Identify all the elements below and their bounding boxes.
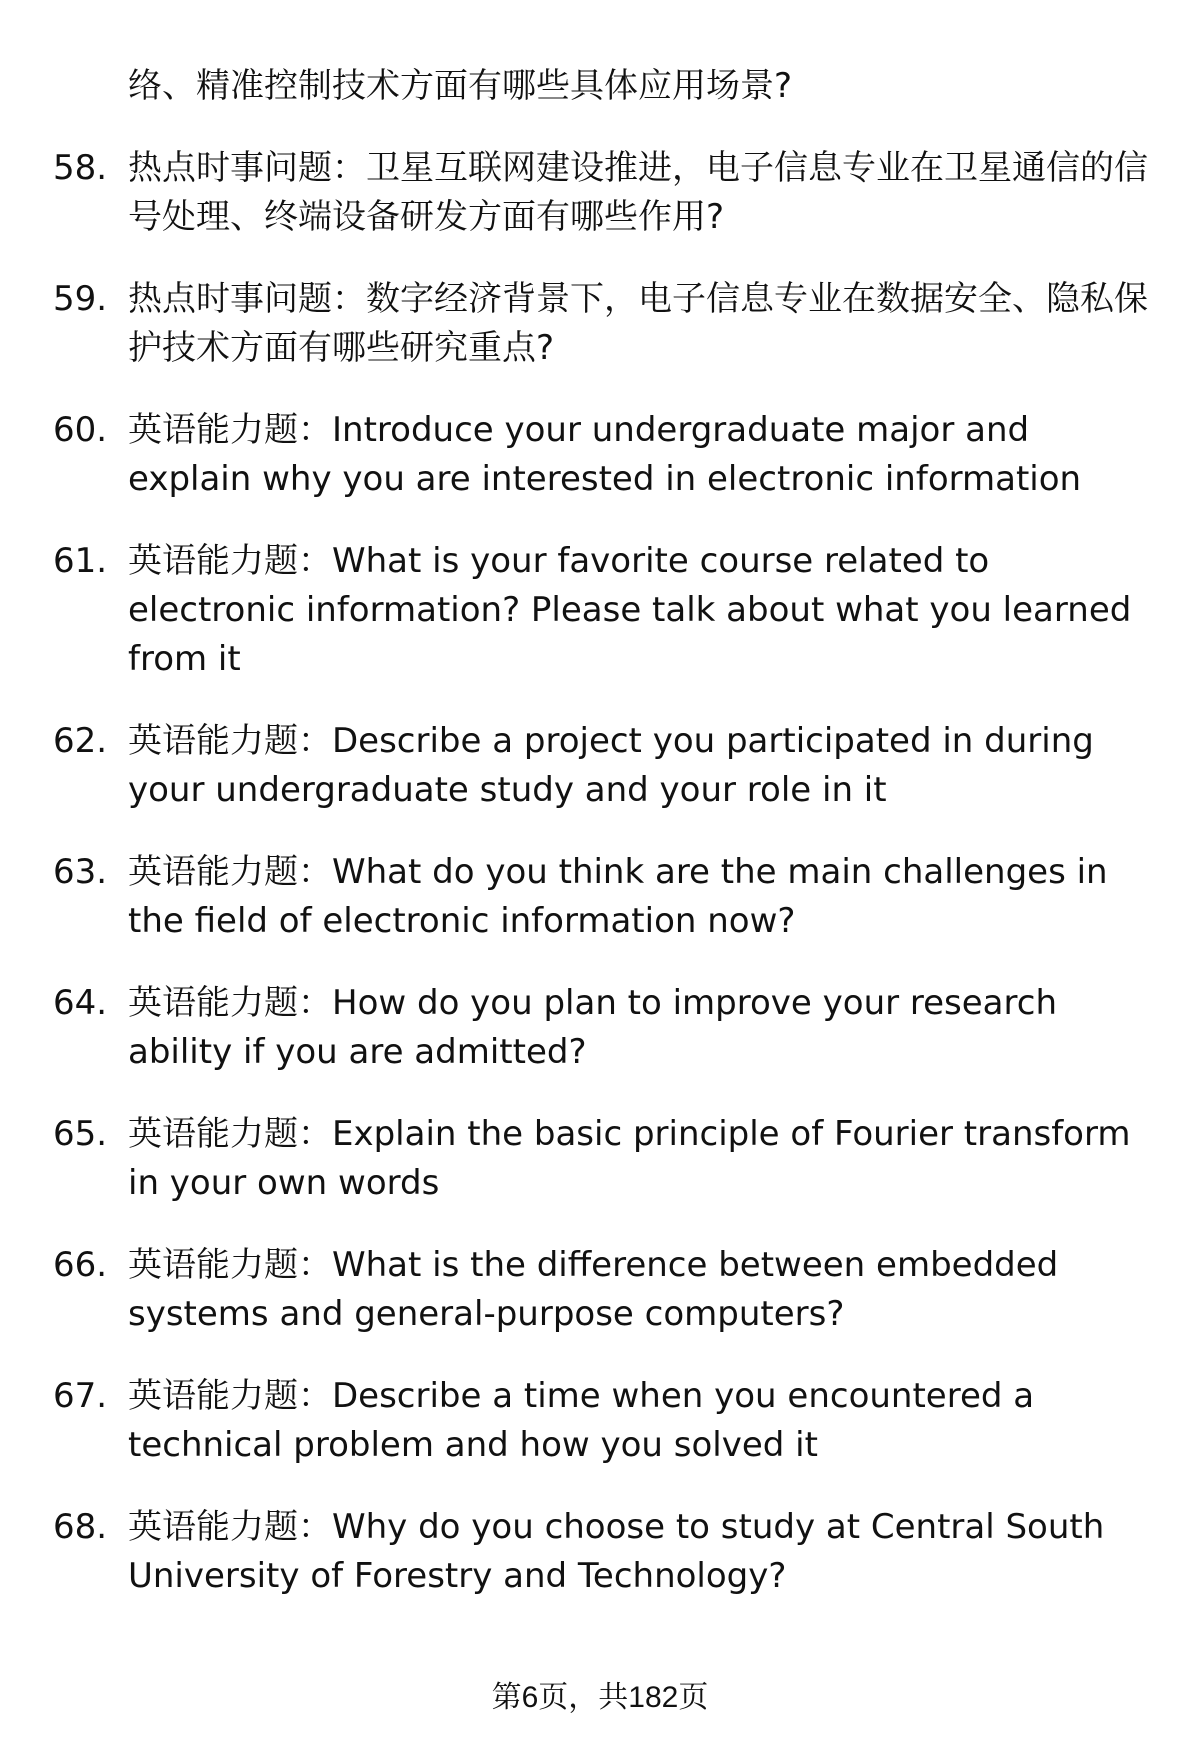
question-text: 英语能力题：Explain the basic principle of Fourier transform in your own words bbox=[128, 1114, 1131, 1203]
question-number: 67. bbox=[53, 1376, 108, 1416]
question-number: 58. bbox=[53, 148, 108, 188]
question-item bbox=[53, 1110, 1148, 1208]
question-number: 66. bbox=[53, 1245, 108, 1285]
question-number: 60. bbox=[53, 410, 108, 450]
question-item bbox=[53, 1372, 1148, 1470]
question-text: 英语能力题：What do you think are the main challenges in the field of electronic information now? bbox=[128, 852, 1108, 941]
question-text: 英语能力题：How do you plan to improve your research ability if you are admitted? bbox=[128, 983, 1057, 1072]
question-number: 59. bbox=[53, 279, 108, 319]
question-text: 英语能力题：What is your favorite course related to electronic information? Please talk about what you learned from it bbox=[128, 541, 1132, 679]
question-item bbox=[53, 1503, 1148, 1601]
question-text: 热点时事问题：卫星互联网建设推进，电子信息专业在卫星通信的信号处理、终端设备研发方面有哪些作用? bbox=[128, 148, 1148, 237]
question-item bbox=[53, 537, 1148, 684]
question-text: 英语能力题：Why do you choose to study at Central South University of Forestry and Technology? bbox=[128, 1507, 1105, 1596]
question-text: 英语能力题：Introduce your undergraduate major and explain why you are interested in electronic information bbox=[128, 410, 1082, 499]
question-text: 英语能力题：Describe a project you participated in during your undergraduate study and your role in it bbox=[128, 721, 1094, 810]
question-item bbox=[53, 275, 1148, 373]
question-item bbox=[53, 717, 1148, 815]
question-item bbox=[53, 979, 1148, 1077]
question-item bbox=[53, 848, 1148, 946]
question-list bbox=[53, 62, 1148, 1601]
question-number: 61. bbox=[53, 541, 108, 581]
continuation-text: 络、精准控制技术方面有哪些具体应用场景? bbox=[128, 66, 793, 106]
question-text: 英语能力题：What is the difference between embedded systems and general-purpose computers? bbox=[128, 1245, 1059, 1334]
question-number: 62. bbox=[53, 721, 108, 761]
question-item bbox=[53, 1241, 1148, 1339]
question-text: 英语能力题：Describe a time when you encountered a technical problem and how you solved it bbox=[128, 1376, 1035, 1465]
question-number: 68. bbox=[53, 1507, 108, 1547]
question-number: 65. bbox=[53, 1114, 108, 1154]
question-number: 63. bbox=[53, 852, 108, 892]
question-text: 热点时事问题：数字经济背景下，电子信息专业在数据安全、隐私保护技术方面有哪些研究重点? bbox=[128, 279, 1148, 368]
question-number: 64. bbox=[53, 983, 108, 1023]
question-item bbox=[53, 406, 1148, 504]
page-number: 第6页，共182页 bbox=[491, 1681, 709, 1714]
question-item bbox=[53, 144, 1148, 242]
